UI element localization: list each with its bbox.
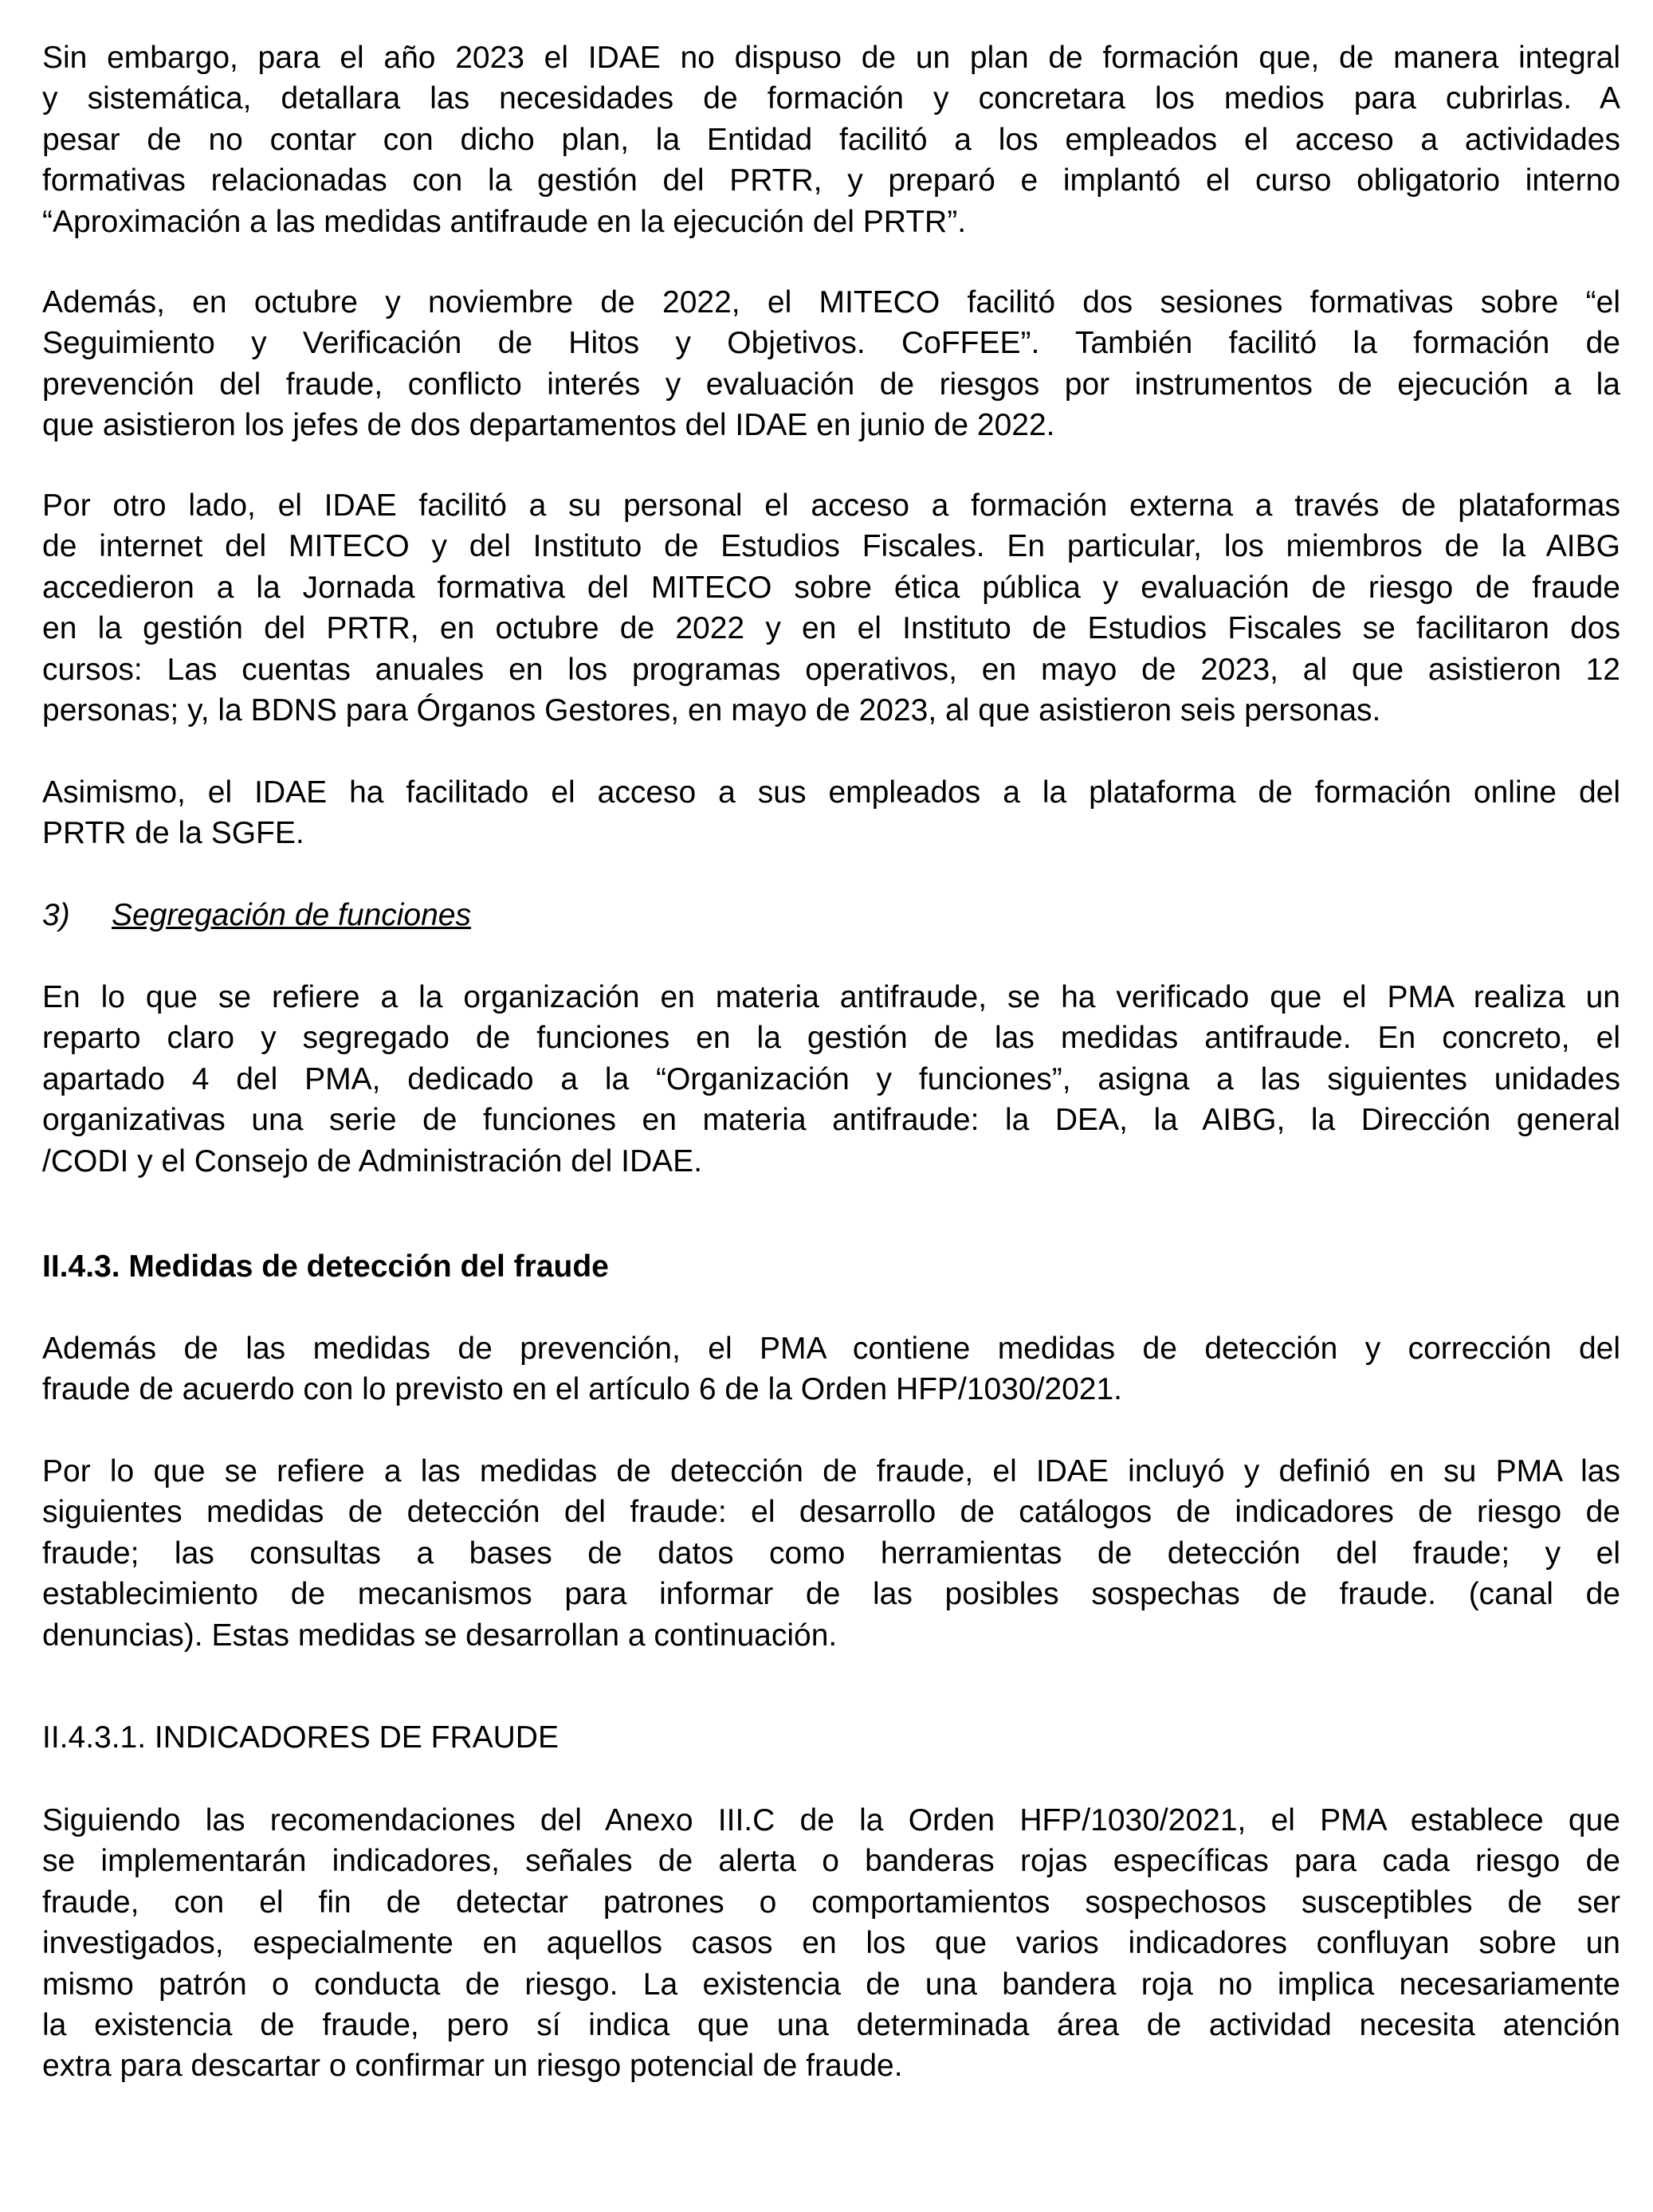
paragraph-red-flags — [42, 1800, 1620, 2087]
text-line: PRTR de la SGFE. — [42, 816, 304, 851]
paragraph-training-plan — [42, 37, 1620, 242]
text-line: investigados, especialmente en aquellos casos en los que varios indicadores confluyan sobre un — [42, 1926, 1620, 1961]
text-line: Sin embargo, para el año 2023 el IDAE no dispuso de un plan de formación que, de manera integral — [42, 41, 1620, 75]
text-line: En lo que se refiere a la organización en materia antifraude, se ha verificado que el PMA realiza un — [42, 980, 1620, 1014]
text-line: que asistieron los jefes de dos departamentos del IDAE en junio de 2022. — [42, 408, 1055, 443]
text-line: Siguiendo las recomendaciones del Anexo III.C de la Orden HFP/1030/2021, el PMA establece que — [42, 1803, 1620, 1837]
paragraph-detection-measures — [42, 1451, 1620, 1656]
text-line: apartado 4 del PMA, dedicado a la “Organización y funciones”, asigna a las siguientes unidades — [42, 1061, 1620, 1096]
text-line: pesar de no contar con dicho plan, la Entidad facilitó a los empleados el acceso a actividades — [42, 122, 1620, 157]
paragraph-organization — [42, 977, 1620, 1182]
subheading-number: 3) — [42, 898, 70, 932]
text-line: Por lo que se refiere a las medidas de detección de fraude, el IDAE incluyó y definió en su PMA las — [42, 1454, 1620, 1488]
text-line: “Aproximación a las medidas antifraude en la ejecución del PRTR”. — [42, 204, 967, 239]
text-line: formativas relacionadas con la gestión del PRTR, y preparó e implantó el curso obligatorio interno — [42, 163, 1620, 198]
text-line: fraude de acuerdo con lo previsto en el artículo 6 de la Orden HFP/1030/2021. — [42, 1372, 1123, 1407]
paragraph-miteco-sessions — [42, 282, 1620, 446]
text-line: reparto claro y segregado de funciones en la gestión de las medidas antifraude. En concreto, el — [42, 1021, 1620, 1056]
text-line: Seguimiento y Verificación de Hitos y Objetivos. CoFFEE”. También facilitó la formación de — [42, 326, 1620, 361]
text-line: Además de las medidas de prevención, el PMA contiene medidas de detección y corrección del — [42, 1332, 1620, 1366]
paragraph-detection-intro — [42, 1328, 1620, 1410]
text-line: Asimismo, el IDAE ha facilitado el acceso a sus empleados a la plataforma de formación online del — [42, 775, 1620, 810]
paragraph-external-training — [42, 485, 1620, 731]
text-line: cursos: Las cuentas anuales en los programas operativos, en mayo de 2023, al que asistieron 12 — [42, 652, 1620, 687]
text-line: organizativas una serie de funciones en materia antifraude: la DEA, la AIBG, la Dirección general — [42, 1103, 1620, 1138]
text-line: Además, en octubre y noviembre de 2022, el MITECO facilitó dos sesiones formativas sobre “el — [42, 285, 1620, 320]
text-line: fraude; las consultas a bases de datos como herramientas de detección del fraude; y el — [42, 1535, 1620, 1571]
subsection-heading: II.4.3.1. INDICADORES DE FRAUDE — [42, 1720, 559, 1755]
text-line: establecimiento de mecanismos para informar de las posibles sospechas de fraude. (canal de — [42, 1577, 1620, 1612]
subheading-title: Segregación de funciones — [112, 898, 471, 932]
subheading-segregation — [42, 895, 1620, 935]
text-line: extra para descartar o confirmar un riesgo potencial de fraude. — [42, 2049, 903, 2084]
text-line: en la gestión del PRTR, en octubre de 2022 y en el Instituto de Estudios Fiscales se facilitaron dos — [42, 611, 1620, 646]
text-line: mismo patrón o conducta de riesgo. La existencia de una bandera roja no implica necesariamente — [42, 1967, 1620, 2002]
paragraph-sgfe-platform — [42, 772, 1620, 854]
text-line: se implementarán indicadores, señales de alerta o banderas rojas específicas para cada riesgo de — [42, 1844, 1620, 1879]
text-line: y sistemática, detallara las necesidades de formación y concretara los medios para cubrirlas. A — [42, 81, 1620, 116]
text-line: /CODI y el Consejo de Administración del IDAE. — [42, 1143, 703, 1179]
text-line: Por otro lado, el IDAE facilitó a su personal el acceso a formación externa a través de plataformas — [42, 488, 1620, 523]
text-line: prevención del fraude, conflicto interés y evaluación de riesgos por instrumentos de ejecución a la — [42, 367, 1620, 402]
text-line: personas; y, la BDNS para Órganos Gestores, en mayo de 2023, al que asistieron seis personas. — [42, 693, 1381, 728]
text-line: fraude, con el fin de detectar patrones o comportamientos sospechosos susceptibles de ser — [42, 1885, 1620, 1920]
text-line: siguientes medidas de detección del fraude: el desarrollo de catálogos de indicadores de riesgo de — [42, 1495, 1620, 1530]
text-line: accedieron a la Jornada formativa del MITECO sobre ética pública y evaluación de riesgo de fraude — [42, 570, 1620, 605]
text-line: denuncias). Estas medidas se desarrollan a continuación. — [42, 1618, 838, 1653]
section-heading: II.4.3. Medidas de detección del fraude — [42, 1249, 609, 1284]
text-line: de internet del MITECO y del Instituto de Estudios Fiscales. En particular, los miembros de la AIBG — [42, 529, 1620, 564]
text-line: la existencia de fraude, pero sí indica que una determinada área de actividad necesita atención — [42, 2008, 1620, 2043]
